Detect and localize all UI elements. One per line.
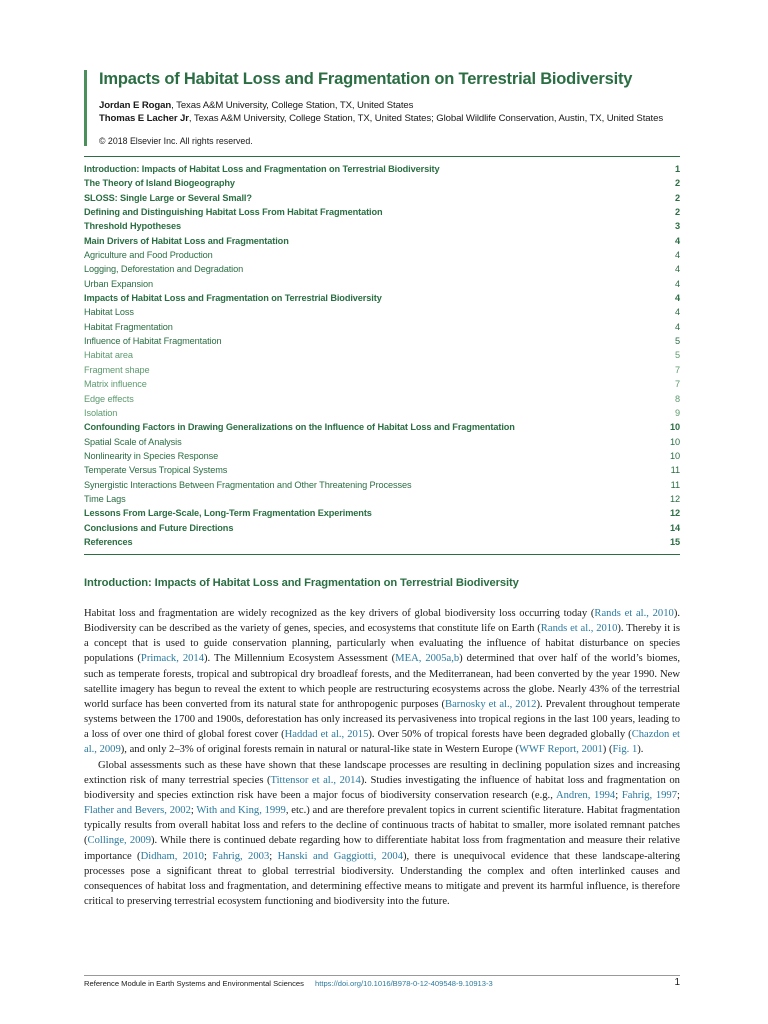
article-body	[84, 606, 680, 909]
toc-entry-label: Introduction: Impacts of Habitat Loss and Fragmentation on Terrestrial Biodiversity	[84, 164, 440, 174]
citation-link[interactable]: Tittensor et al., 2014	[270, 774, 361, 786]
citation-link[interactable]: Haddad et al., 2015	[284, 729, 369, 741]
toc-entry-page: 10	[669, 436, 680, 447]
toc-entry[interactable]	[84, 363, 680, 377]
body-text-run: ) (	[602, 744, 613, 756]
author-2-affiliation: , Texas A&M University, College Station, TX, United States; Global Wildlife Conservation, Austin, TX, United States	[188, 113, 664, 124]
toc-entry[interactable]	[84, 219, 680, 233]
citation-link[interactable]: With and King, 1999	[196, 805, 286, 817]
toc-entry-label: Fragment shape	[84, 364, 150, 375]
toc-entry-page: 4	[674, 307, 680, 318]
toc-entry[interactable]	[84, 463, 680, 477]
citation-link[interactable]: Collinge, 2009	[87, 835, 152, 847]
toc-entry-page: 11	[670, 479, 680, 490]
toc-entry-page: 4	[674, 264, 680, 275]
toc-entry-page: 4	[674, 250, 680, 261]
toc-entry[interactable]	[84, 492, 680, 506]
toc-entry[interactable]	[84, 334, 680, 348]
author-2	[99, 112, 699, 125]
toc-entry-page: 12	[669, 493, 680, 504]
body-text-run: ). While there is continued debate regarding how to differentiate habitat loss from fragmentation and measure their relative importance (	[84, 835, 680, 862]
citation-link[interactable]: WWF Report, 2001	[518, 744, 603, 756]
toc-entry-page: 8	[674, 393, 680, 404]
body-text-run: Global assessments such as these have shown that these landscape processes are resulting in declining population sizes and increasing extinction risk of many terrestrial species (	[84, 759, 680, 786]
citation-link[interactable]: Fig. 1	[612, 744, 638, 756]
toc-entry[interactable]	[84, 535, 680, 549]
toc-entry[interactable]	[84, 277, 680, 291]
toc-entry-label: Threshold Hypotheses	[84, 221, 182, 232]
toc-entry[interactable]	[84, 406, 680, 420]
toc-entry-page: 7	[674, 364, 680, 375]
author-2-name: Thomas E Lacher Jr	[99, 113, 189, 124]
body-text-run: ). Biodiversity can be described as the variety of genes, species, and ecosystems that constitute life on Earth (	[84, 608, 680, 635]
citation-link[interactable]: MEA, 2005a,b	[395, 653, 460, 665]
footer-journal-name: Reference Module in Earth Systems and Environmental Sciences	[84, 979, 304, 988]
toc-entry-label: Urban Expansion	[84, 278, 153, 289]
toc-entry-label: Synergistic Interactions Between Fragmentation and Other Threatening Processes	[84, 479, 412, 490]
page-number: 1	[674, 977, 680, 988]
toc-entry[interactable]	[84, 191, 680, 205]
toc-entry-page: 9	[674, 407, 680, 418]
article-title: Impacts of Habitat Loss and Fragmentation on Terrestrial Biodiversity	[99, 70, 633, 88]
body-text-run: ;	[203, 850, 213, 862]
citation-link[interactable]: Hanski and Gaggiotti, 2004	[277, 850, 403, 862]
toc-entry[interactable]	[84, 348, 680, 362]
toc-entry[interactable]	[84, 305, 680, 319]
body-text-run: ) determined that over half of the world’s biomes, such as temperate forests, tropical and subtropical dry broadleaf forests, and the Mediterranean, had been converted by the year 1990. New satellite imagery has begun to reveal the extent to which people are restructuring ecosystems across the globe. Nearly 43% of the terrestrial world surface has been converted from its natural state for anthropogenic purposes (	[84, 653, 680, 710]
toc-entry[interactable]	[84, 392, 680, 406]
article-header	[84, 70, 699, 146]
toc-entry-label: Logging, Deforestation and Degradation	[84, 264, 244, 275]
toc-entry[interactable]	[84, 262, 680, 276]
toc-entry-page: 4	[674, 293, 680, 304]
toc-entry-page: 10	[669, 422, 680, 433]
toc-bottom-rule	[84, 554, 680, 555]
toc-entry-label: Nonlinearity in Species Response	[84, 450, 219, 461]
toc-entry-label: Conclusions and Future Directions	[84, 522, 234, 533]
toc-entry-label: Confounding Factors in Drawing Generalizations on the Influence of Habitat Loss and Fragmentation	[84, 422, 515, 433]
toc-entry[interactable]	[84, 506, 680, 520]
toc-entry[interactable]	[84, 176, 680, 190]
body-text-run: ;	[190, 805, 197, 817]
body-text-run: , etc.) and are therefore prevalent topics in current scientific literature. Habitat fragmentation typically results from overall habitat loss and refers to the decline of continuous tracts of habitat to smaller, more isolated remnant patches (	[84, 805, 680, 847]
toc-entry-label: Habitat Fragmentation	[84, 321, 173, 332]
body-text-run: Habitat loss and fragmentation are widely recognized as the key drivers of global biodiversity loss occurring today (	[84, 608, 595, 619]
footer-rule	[84, 975, 680, 976]
citation-link[interactable]: Primack, 2014	[140, 653, 205, 665]
toc-entry-label: Isolation	[84, 407, 118, 418]
body-paragraph	[84, 606, 680, 758]
toc-entry-label: Lessons From Large-Scale, Long-Term Fragmentation Experiments	[84, 508, 372, 519]
toc-entry[interactable]	[84, 420, 680, 434]
toc-entry-label: Influence of Habitat Fragmentation	[84, 336, 222, 347]
author-1	[99, 99, 699, 112]
body-text-run: ). Thereby it is a concept that is used to guide conservation planning, particularly when evaluating the influence of habitat disturbance on species populations (	[84, 623, 680, 665]
toc-entry-page: 10	[669, 450, 680, 461]
toc-entry-label: Habitat Loss	[84, 307, 134, 318]
copyright-notice: © 2018 Elsevier Inc. All rights reserved.	[99, 136, 253, 146]
citation-link[interactable]: Didham, 2010	[140, 850, 204, 862]
toc-entry[interactable]	[84, 248, 680, 262]
body-text-run: ). Over 50% of tropical forests have been degraded globally (	[368, 729, 632, 741]
body-text-run: ). Studies investigating the influence of habitat loss and fragmentation on biodiversity and species extinction risk have been a major focus of biodiversity conservation research (e.g.,	[84, 774, 680, 801]
toc-entry[interactable]	[84, 205, 680, 219]
toc-entry[interactable]	[84, 291, 680, 305]
toc-entry-page: 2	[674, 207, 680, 218]
body-text-run: ), and only 2–3% of original forests remain in natural or natural-like state in Western Europe (	[120, 744, 519, 756]
body-text-run: ;	[269, 850, 278, 862]
toc-entry[interactable]	[84, 435, 680, 449]
toc-entry[interactable]	[84, 234, 680, 248]
author-1-name: Jordan E Rogan	[99, 100, 172, 111]
toc-entry[interactable]	[84, 478, 680, 492]
citation-link[interactable]: Chazdon et al., 2009	[84, 729, 680, 756]
toc-entry-label: Edge effects	[84, 393, 134, 404]
toc-entry-page: 14	[669, 522, 680, 533]
toc-entry-label: Habitat area	[84, 350, 133, 361]
toc-entry-page: 7	[674, 379, 680, 390]
author-1-affiliation: , Texas A&M University, College Station, TX, United States	[171, 100, 414, 111]
citation-link[interactable]: Fahrig, 1997	[621, 789, 678, 801]
toc-entry-label: SLOSS: Single Large or Several Small?	[84, 192, 252, 203]
toc-entry-label: Impacts of Habitat Loss and Fragmentation on Terrestrial Biodiversity	[84, 293, 382, 304]
citation-link[interactable]: Andren, 1994	[555, 789, 616, 801]
toc-entry-label: Defining and Distinguishing Habitat Loss From Habitat Fragmentation	[84, 207, 383, 218]
toc-entry[interactable]	[84, 162, 680, 176]
toc-entry-label: Matrix influence	[84, 379, 147, 390]
toc-entry-page: 12	[669, 508, 680, 519]
toc-entry-page: 15	[669, 536, 680, 547]
toc-entry-page: 4	[674, 278, 680, 289]
toc-entry-page: 5	[674, 336, 680, 347]
toc-entry-page: 1	[674, 164, 680, 174]
body-text-run: ;	[677, 789, 680, 801]
citation-link[interactable]: Fahrig, 2003	[212, 850, 270, 862]
citation-link[interactable]: Barnosky et al., 2012	[445, 698, 537, 710]
toc-entry-page: 2	[674, 192, 680, 203]
body-text-run: ). Prevalent throughout temperate systems between the 1700 and 1900s, deforestation has only increased its pervasiveness into tropical regions in the last 100 years, leading to a loss of over one third of global forest cover (	[84, 698, 680, 741]
footer-doi-link[interactable]: https://doi.org/10.1016/B978-0-12-409548-9.10913-3	[315, 979, 493, 988]
table-of-contents	[84, 162, 680, 549]
toc-entry[interactable]	[84, 377, 680, 391]
body-text-run: ;	[615, 789, 622, 801]
toc-entry-label: Spatial Scale of Analysis	[84, 436, 182, 447]
toc-entry-page: 5	[674, 350, 680, 361]
toc-top-rule	[84, 156, 680, 157]
body-text-run: ).	[637, 744, 644, 756]
toc-entry-page: 4	[674, 235, 680, 246]
toc-entry-label: Main Drivers of Habitat Loss and Fragmentation	[84, 235, 289, 246]
body-paragraph	[84, 758, 680, 910]
citation-link[interactable]: Flather and Bevers, 2002	[84, 805, 191, 817]
toc-entry-label: Time Lags	[84, 493, 126, 504]
toc-entry-label: References	[84, 536, 133, 547]
toc-entry-page: 11	[670, 465, 680, 476]
toc-entry-page: 3	[674, 221, 680, 232]
toc-entry[interactable]	[84, 449, 680, 463]
toc-entry-page: 2	[674, 178, 680, 189]
toc-entry[interactable]	[84, 320, 680, 334]
toc-entry-label: Agriculture and Food Production	[84, 250, 213, 261]
toc-entry-page: 4	[674, 321, 680, 332]
toc-entry-label: The Theory of Island Biogeography	[84, 178, 235, 189]
section-heading-introduction: Introduction: Impacts of Habitat Loss and Fragmentation on Terrestrial Biodiversity	[84, 577, 519, 589]
toc-entry[interactable]	[84, 521, 680, 535]
toc-entry-label: Temperate Versus Tropical Systems	[84, 465, 228, 476]
citation-link[interactable]: Rands et al., 2010	[540, 623, 618, 635]
citation-link[interactable]: Rands et al., 2010	[594, 608, 674, 619]
body-text-run: ). The Millennium Ecosystem Assessment (	[204, 653, 396, 665]
body-text-run: ), there is unequivocal evidence that these landscape-altering processes pose a significant threat to global terrestrial biodiversity. Understanding the complex and often interlinked causes and consequences of habitat loss and fragmentation, and determining effective means to mitigate and prevent its harmful influence, is therefore critical to preserving terrestrial ecosystem functioning and biodiversity into the future.	[84, 850, 680, 907]
